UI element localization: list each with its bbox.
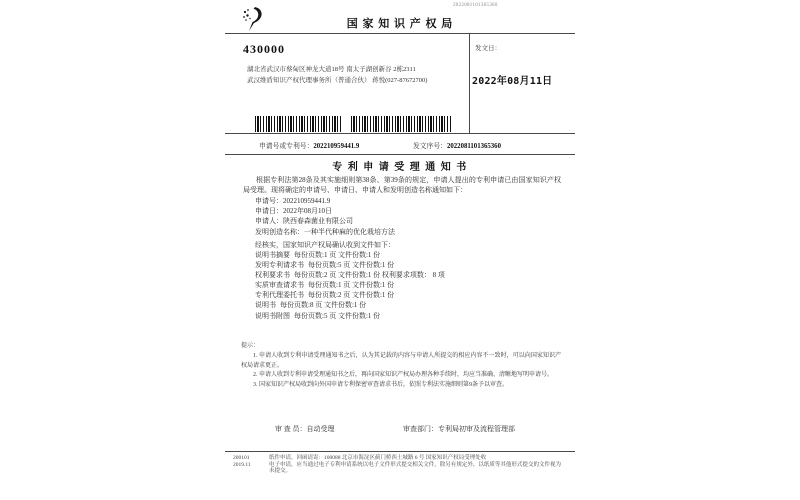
- application-fields: [255, 196, 395, 237]
- field-filing-date: 申请日：2022年08月10日: [255, 207, 332, 216]
- serial-number-barcode: [351, 116, 451, 132]
- department-field: 审查部门：专利局初审及流程管理部: [403, 425, 515, 433]
- serial-number-value: 2022081101365360: [446, 143, 501, 150]
- dispatch-date-stamp: 2022年08月11日: [472, 76, 553, 87]
- recipient-address-line1: 湖北省武汉市蔡甸区神龙大道18号 南太子湖创新谷 2栋2311: [247, 66, 416, 73]
- footer-instructions: [269, 455, 561, 475]
- notice-title: 专 利 申 请 受 理 通 知 书: [332, 162, 468, 173]
- application-number-value: 202210959441.9: [313, 143, 360, 150]
- list-item: 发明专利请求书 每份页数:5 页 文件份数:1 份: [255, 261, 395, 270]
- field-application-number: 申请号：202210959441.9: [255, 197, 331, 205]
- document-page: [225, 0, 575, 500]
- list-item: 说明书附图 每份页数:5 页 文件份数:1 份: [255, 311, 381, 320]
- note-item-1: 1. 申请人收到专利申请受理通知书之后，认为其记载的内容与申请人所提交的相应内容不一致时，可以向国家知识产权局请求更正。: [241, 352, 561, 369]
- header-divider: [225, 33, 575, 34]
- postal-code: 430000: [243, 42, 285, 56]
- form-number: 200101: [233, 455, 250, 461]
- note-item-2: 2. 申请人收到专利申请受理通知书之后，再向国家知识产权局办理各种手续时，均应当准确、清晰地写明申请号。: [253, 372, 554, 379]
- list-item: 权利要求书 每份页数:2 页 文件份数:1 份 权利要求项数： 8 项: [255, 271, 445, 280]
- footer-divider: [225, 451, 575, 452]
- form-number-block: [233, 455, 251, 469]
- application-number-row: [259, 140, 359, 150]
- form-version: 2019.11: [233, 461, 251, 468]
- print-code: 2022081101365360: [453, 3, 498, 8]
- dispatch-date-label: 发文日：: [475, 45, 501, 52]
- serial-number-row: [413, 140, 501, 150]
- footer-line-paper: 纸件申请，回函请寄：100088 北京市海淀区蓟门桥西土城路 6 号 国家知识产权局受理处收: [269, 455, 487, 461]
- list-item: 实质审查请求书 每份页数:1 页 文件份数:1 份: [255, 281, 395, 290]
- application-number-barcode: [255, 116, 341, 132]
- recipient-agency-line: 武汉维盾知识产权代理事务所（普通合伙） 蒋悦(027-87672700): [247, 77, 428, 84]
- field-applicant: 申请人：陕西春森菌业有限公司: [255, 217, 353, 226]
- list-item: 说明书摘要 每份页数:1 页 文件份数:1 份: [255, 251, 381, 259]
- examiner-field: 审 查 员：自动受理: [275, 425, 335, 433]
- list-item: 专利代理委托书 每份页数:2 页 文件份数:1 份: [255, 291, 395, 300]
- list-item: 说明书 每份页数:8 页 文件份数:1 份: [255, 301, 367, 310]
- field-invention-title: 发明创造名称：一种半代种麻的优化栽培方法: [255, 227, 395, 236]
- notes-title: 提示：: [241, 343, 260, 349]
- serial-number-label: 发文序号：: [413, 143, 447, 150]
- notes-section: [241, 342, 561, 391]
- intro-paragraph: 根据专利法第28条及其实施细则第38条、第39条的规定，申请人提出的专利申请已由国家知识产权局受理。现将确定的申请号、申请日、申请人和发明创造名称通知如下：: [243, 176, 561, 195]
- note-item-3: 3. 国家知识产权局收到向外国申请专利保密审查请求书后，依照专利法实施细则第9条予以审查。: [253, 382, 509, 389]
- office-name: 国 家 知 识 产 权 局: [346, 18, 454, 30]
- received-documents-list: [255, 250, 445, 321]
- footer-line-electronic: 电子申请，应当通过电子专利申请系统以电子文件形式提交相关文件，除另有规定外，以纸质等其他形式提交的文件视为未提交。: [269, 461, 561, 475]
- application-number-label: 申请号或专利号：: [259, 143, 314, 150]
- date-box-divider: [469, 34, 470, 133]
- barcode-divider: [225, 133, 575, 134]
- received-documents-heading: 经核实，国家知识产权局确认收到文件如下：: [255, 241, 395, 249]
- title-divider: [225, 154, 575, 155]
